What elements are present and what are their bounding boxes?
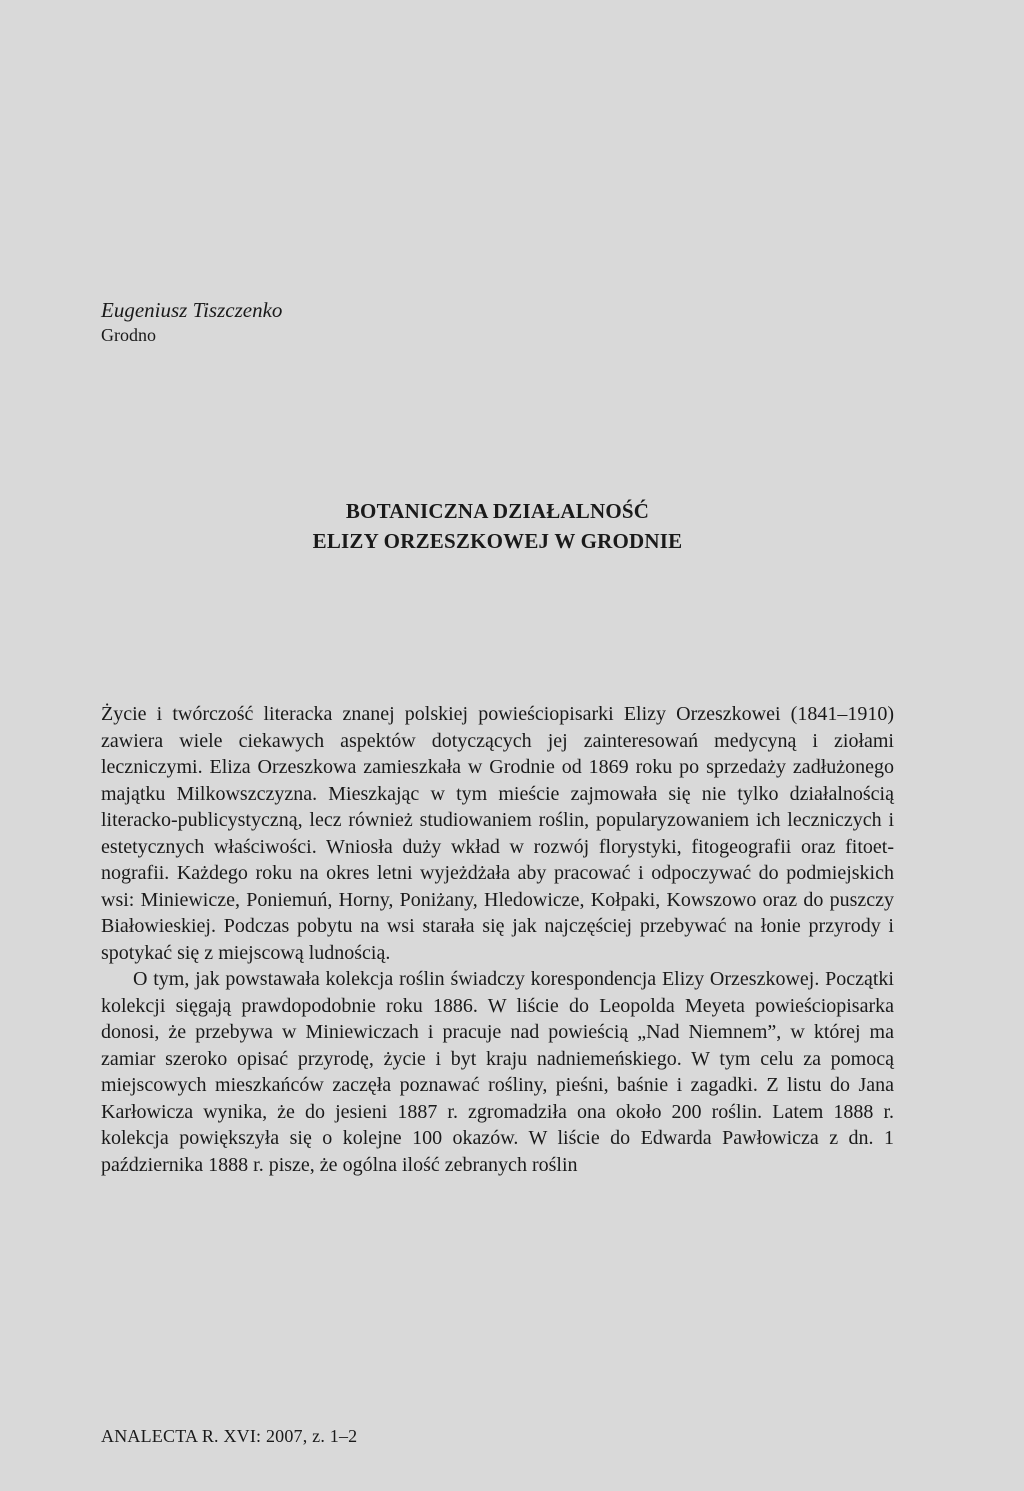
journal-footer: ANALECTA R. XVI: 2007, z. 1–2 — [101, 1426, 358, 1446]
paragraph-2: O tym, jak powstawała kolekcja roślin świadczy korespondencja Elizy Orzeszkowej. Początki kolekcji sięgają prawdopodobnie roku 1886. W liście do Leopolda Meyeta powieściopisarka donosi, że przebywa w Miniewiczach i pracuje nad powieścią „Nad Niemnem”, w której ma zamiar szeroko opisać przyrodę, życie i byt kraju nadniemeńskiego. W tym celu za pomocą miejscowych mieszkańców zaczęła poznawać rośliny, pieśni, baśnie i zagadki. Z listu do Jana Karłowicza wynika, że do jesieni 1887 r. zgromadziła ona około 200 roślin. Latem 1888 r. kolekcja powiększyła się o kolejne 100 okazów. W liście do Edwarda Pawłowicza z dn. 1 października 1888 r. pisze, że ogólna ilość zebranych roślin — [101, 968, 894, 1176]
article-body — [101, 701, 894, 1178]
title-line-2: ELIZY ORZESZKOWEJ W GRODNIE — [312, 529, 683, 553]
paragraph-1: Życie i twórczość literacka znanej polskiej powieściopisarki Elizy Orzeszkowei (1841–1910) zawiera wiele ciekawych aspektów dotyczących jej zainteresowań medycyną i ziołami leczniczymi. Eliza Orzeszkowa zamieszkała w Grodnie od 1869 roku po sprzedaży zadłużonego majątku Milkowszczyzna. Mieszkając w tym mieście zajmowała się nie tylko działalnością literacko-publicystyczną, lecz również studiowaniem roślin, popularyzowaniem ich leczniczych i estetycznych właściwości. Wniosła duży wkład w rozwój florystyki, fitogeografii oraz fitoetnografii. Każdego roku na okres letni wyjeżdżała aby pracować i odpoczywać do podmiejskich wsi: Miniewicze, Poniemuń, Horny, Poniżany, Hledowicze, Kołpaki, Kowszowo oraz do puszczy Białowieskiej. Podczas pobytu na wsi starała się jak najczęściej przebywać na łonie przyrody i spotykać się z miejscową ludnością. — [101, 703, 894, 964]
author-name: Eugeniusz Tiszczenko — [101, 298, 283, 322]
author-block — [101, 297, 701, 347]
title-line-1: BOTANICZNA DZIAŁALNOŚĆ — [345, 499, 650, 523]
article-title — [101, 496, 894, 556]
author-city: Grodno — [101, 325, 156, 345]
